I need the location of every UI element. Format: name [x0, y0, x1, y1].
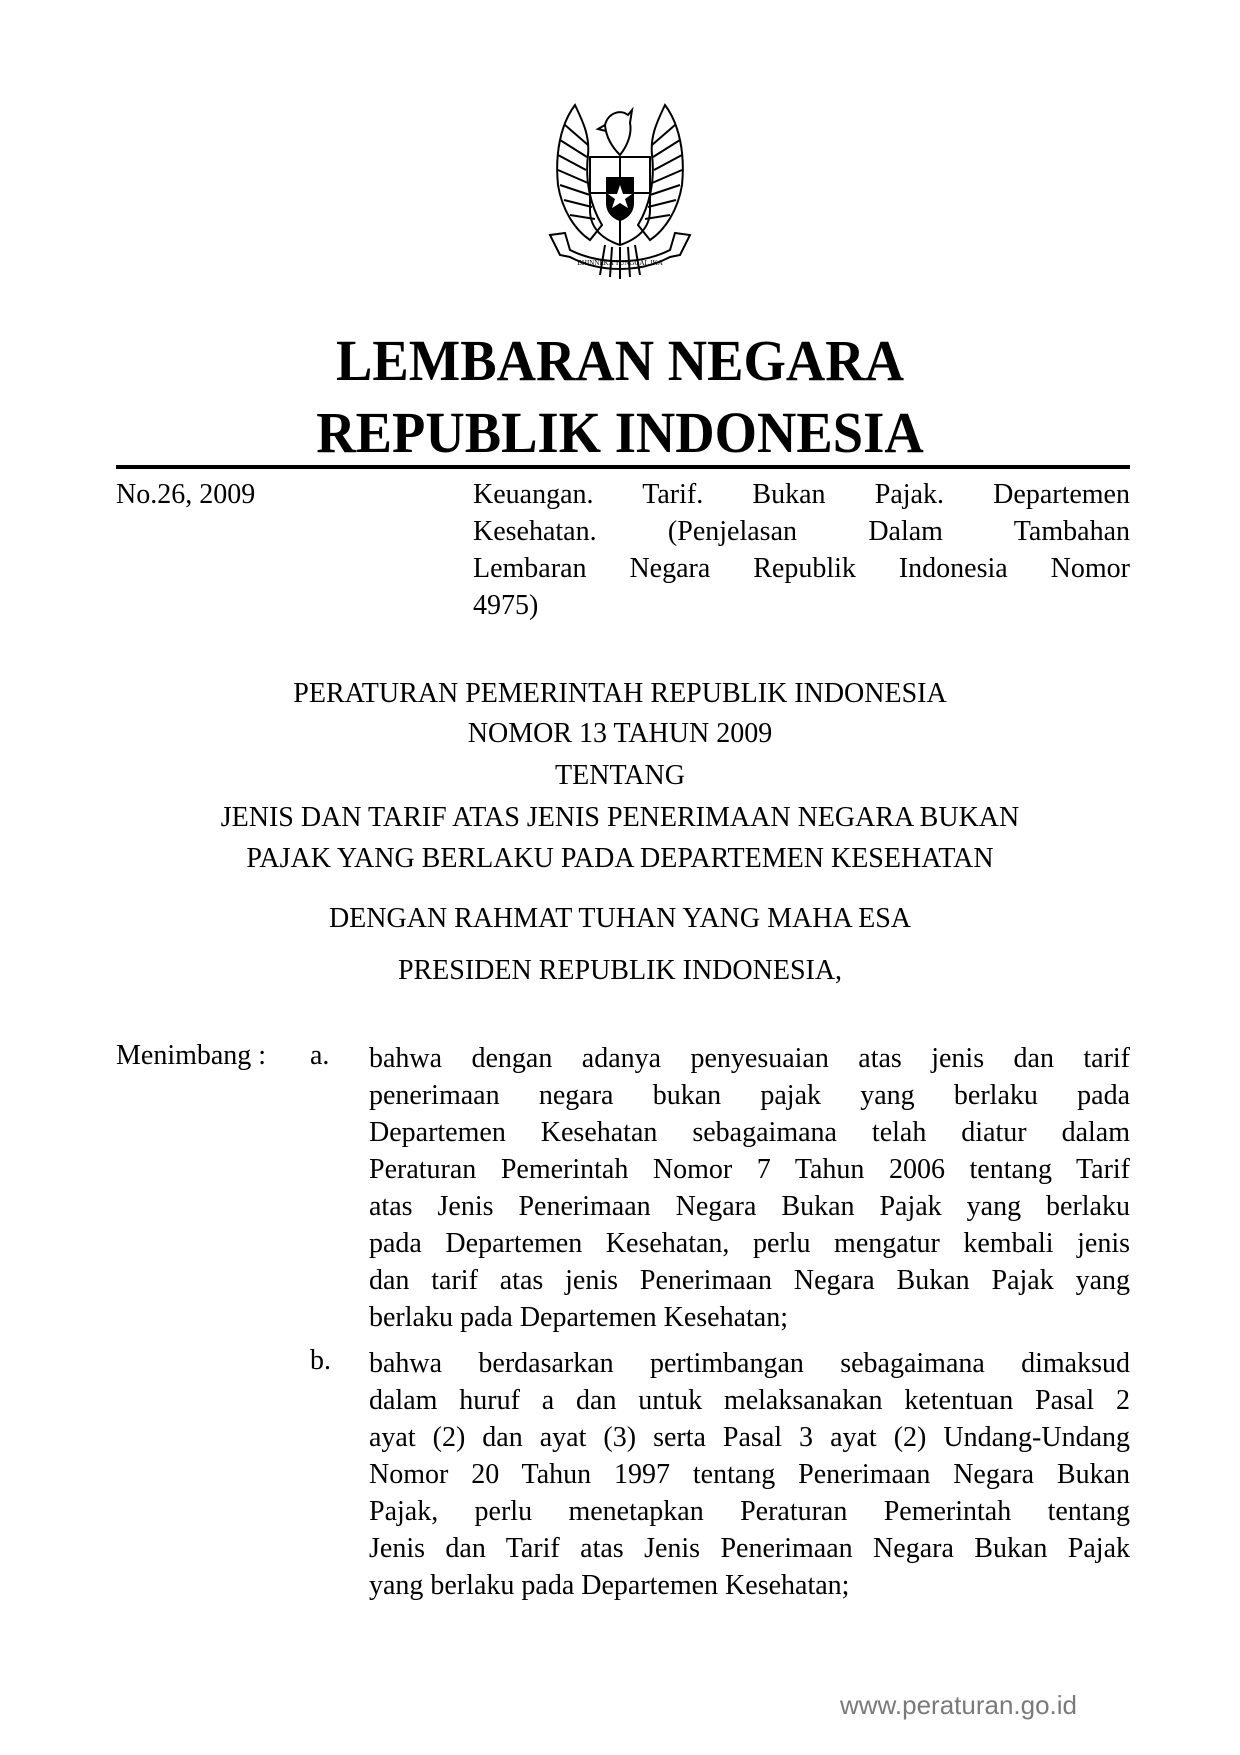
- para-line: bahwa berdasarkan pertimbangan sebagaimana dimaksud: [369, 1348, 1130, 1379]
- para-line: ayat (2) dan ayat (3) serta Pasal 3 ayat (2) Undang-Undang: [369, 1422, 1130, 1453]
- para-line: atas Jenis Penerimaan Negara Bukan Pajak yang berlaku: [369, 1191, 1130, 1222]
- summary-line: 4975): [473, 590, 539, 621]
- summary-line: Kesehatan. (Penjelasan Dalam Tambahan: [473, 516, 1130, 547]
- summary-line: Lembaran Negara Republik Indonesia Nomor: [473, 553, 1130, 584]
- header-divider: [116, 465, 1130, 469]
- para-line: penerimaan negara bukan pajak yang berlaku pada: [369, 1080, 1130, 1111]
- para-line: Peraturan Pemerintah Nomor 7 Tahun 2006 tentang Tarif: [369, 1154, 1130, 1185]
- para-line: pada Departemen Kesehatan, perlu mengatur kembali jenis: [369, 1228, 1130, 1259]
- considerations-label: Menimbang :: [116, 1040, 267, 1071]
- para-line: yang berlaku pada Departemen Kesehatan;: [369, 1570, 850, 1601]
- para-line: Pajak, perlu menetapkan Peraturan Pemerintah tentang: [369, 1496, 1130, 1527]
- regulation-subject-line1: JENIS DAN TARIF ATAS JENIS PENERIMAAN NEGARA BUKAN: [220, 802, 1020, 833]
- consideration-b: [369, 1345, 1130, 1604]
- consideration-a: [369, 1040, 1130, 1336]
- regulation-type: PERATURAN PEMERINTAH REPUBLIK INDONESIA: [293, 678, 947, 709]
- gazette-summary: [473, 476, 1130, 624]
- invocation: DENGAN RAHMAT TUHAN YANG MAHA ESA: [328, 903, 912, 934]
- summary-line: Keuangan. Tarif. Bukan Pajak. Departemen: [473, 479, 1130, 510]
- gazette-title-line2: REPUBLIK INDONESIA: [316, 400, 924, 465]
- gazette-number: No.26, 2009: [116, 479, 256, 510]
- para-line: bahwa dengan adanya penyesuaian atas jenis dan tarif: [369, 1043, 1130, 1074]
- para-line: Nomor 20 Tahun 1997 tentang Penerimaan Negara Bukan: [369, 1459, 1130, 1490]
- para-line: Jenis dan Tarif atas Jenis Penerimaan Negara Bukan Pajak: [369, 1533, 1130, 1564]
- para-line: dalam huruf a dan untuk melaksanakan ketentuan Pasal 2: [369, 1385, 1130, 1416]
- footer-website: www.peraturan.go.id: [840, 1690, 1078, 1720]
- gazette-title-line1: LEMBARAN NEGARA: [336, 328, 904, 393]
- item-letter-b: b.: [310, 1345, 331, 1376]
- garuda-emblem-icon: [520, 85, 720, 300]
- para-line: berlaku pada Departemen Kesehatan;: [369, 1302, 789, 1333]
- item-letter-a: a.: [310, 1040, 330, 1071]
- emblem-motto: BHINNEKA TUNGGAL IKA: [577, 259, 663, 267]
- issuer: PRESIDEN REPUBLIK INDONESIA,: [397, 955, 843, 986]
- regulation-about: TENTANG: [555, 760, 685, 791]
- para-line: Departemen Kesehatan sebagaimana telah diatur dalam: [369, 1117, 1130, 1148]
- para-line: dan tarif atas jenis Penerimaan Negara Bukan Pajak yang: [369, 1265, 1130, 1296]
- regulation-subject-line2: PAJAK YANG BERLAKU PADA DEPARTEMEN KESEHATAN: [246, 843, 994, 874]
- regulation-number: NOMOR 13 TAHUN 2009: [467, 718, 773, 749]
